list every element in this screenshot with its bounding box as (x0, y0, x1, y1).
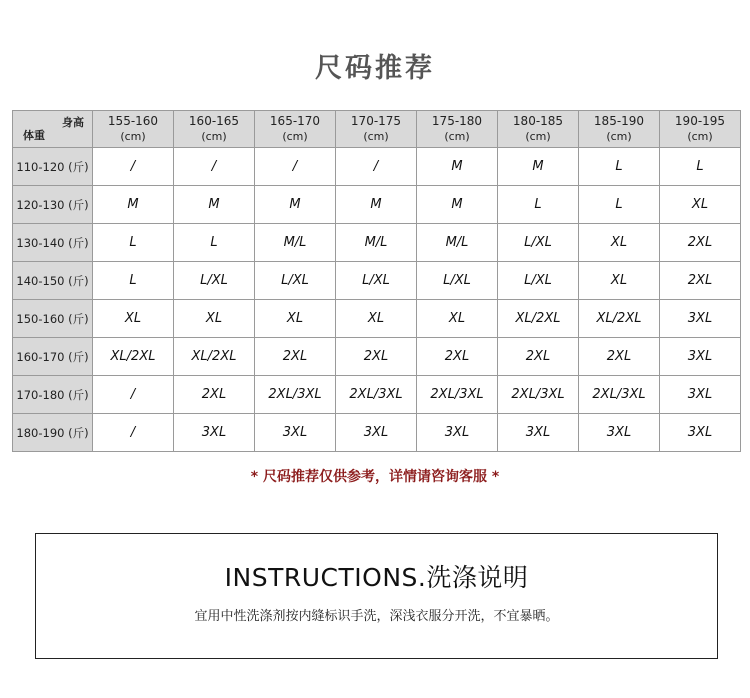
size-cell: XL (579, 262, 660, 300)
height-range: 165-170 (269, 114, 321, 128)
size-cell: M (255, 186, 336, 224)
weight-axis-label: 体重 (23, 129, 45, 142)
size-cell: XL (255, 300, 336, 338)
table-row (13, 338, 741, 376)
height-range: 185-190 (593, 114, 645, 128)
size-cell: L (579, 148, 660, 186)
size-cell: 3XL (579, 414, 660, 452)
size-cell: L/XL (498, 262, 579, 300)
size-cell: L/XL (174, 262, 255, 300)
size-cell: / (93, 414, 174, 452)
size-cell: 3XL (660, 300, 741, 338)
height-header (417, 111, 498, 148)
size-cell: L (174, 224, 255, 262)
size-cell: 2XL/3XL (255, 376, 336, 414)
size-cell: / (174, 148, 255, 186)
weight-label: 110-120 (斤) (13, 148, 93, 186)
size-cell: L (660, 148, 741, 186)
weight-label: 130-140 (斤) (13, 224, 93, 262)
size-cell: XL (174, 300, 255, 338)
height-unit: (cm) (525, 130, 551, 143)
size-cell: 2XL (579, 338, 660, 376)
size-cell: 2XL/3XL (336, 376, 417, 414)
size-disclaimer-note: * 尺码推荐仅供参考，详情请咨询客服 * (250, 469, 500, 485)
size-cell: / (255, 148, 336, 186)
size-cell: 3XL (498, 414, 579, 452)
size-cell: XL (93, 300, 174, 338)
height-axis-label: 身高 (62, 116, 84, 129)
size-cell: M/L (417, 224, 498, 262)
size-cell: 3XL (336, 414, 417, 452)
size-cell: L/XL (498, 224, 579, 262)
size-recommendation-table (12, 110, 741, 452)
size-cell: 3XL (660, 376, 741, 414)
size-cell: / (93, 376, 174, 414)
table-row (13, 186, 741, 224)
height-range: 180-185 (512, 114, 564, 128)
size-cell: 3XL (660, 414, 741, 452)
table-row (13, 262, 741, 300)
size-cell: M/L (336, 224, 417, 262)
size-cell: 2XL (660, 224, 741, 262)
size-cell: M (336, 186, 417, 224)
height-header (579, 111, 660, 148)
size-cell: M (498, 148, 579, 186)
size-cell: XL/2XL (174, 338, 255, 376)
page-title: 尺码推荐 (315, 53, 435, 84)
size-cell: 3XL (417, 414, 498, 452)
size-cell: 3XL (255, 414, 336, 452)
weight-label: 120-130 (斤) (13, 186, 93, 224)
size-cell: M (174, 186, 255, 224)
size-cell: 2XL/3XL (498, 376, 579, 414)
instructions-title: INSTRUCTIONS.洗涤说明 (224, 563, 529, 592)
height-header (174, 111, 255, 148)
size-cell: L (579, 186, 660, 224)
size-cell: XL/2XL (498, 300, 579, 338)
size-cell: / (93, 148, 174, 186)
size-cell: 2XL/3XL (579, 376, 660, 414)
height-header (660, 111, 741, 148)
weight-label: 180-190 (斤) (13, 414, 93, 452)
washing-instructions-box (35, 533, 718, 659)
height-unit: (cm) (120, 130, 146, 143)
size-cell: 2XL (174, 376, 255, 414)
size-cell: / (336, 148, 417, 186)
table-row (13, 224, 741, 262)
height-unit: (cm) (201, 130, 227, 143)
size-cell: 3XL (174, 414, 255, 452)
size-cell: L (93, 262, 174, 300)
height-range: 190-195 (674, 114, 726, 128)
size-cell: 3XL (660, 338, 741, 376)
table-corner-cell (13, 111, 93, 148)
height-unit: (cm) (282, 130, 308, 143)
table-header-row (13, 111, 741, 148)
size-cell: M (93, 186, 174, 224)
height-unit: (cm) (606, 130, 632, 143)
size-cell: XL/2XL (579, 300, 660, 338)
size-cell: XL/2XL (93, 338, 174, 376)
weight-label: 150-160 (斤) (13, 300, 93, 338)
size-cell: XL (417, 300, 498, 338)
size-cell: XL (336, 300, 417, 338)
weight-label: 160-170 (斤) (13, 338, 93, 376)
size-cell: L/XL (417, 262, 498, 300)
size-cell: L/XL (255, 262, 336, 300)
table-row (13, 300, 741, 338)
size-cell: 2XL (417, 338, 498, 376)
size-cell: M (417, 148, 498, 186)
height-unit: (cm) (444, 130, 470, 143)
size-cell: L/XL (336, 262, 417, 300)
weight-label: 140-150 (斤) (13, 262, 93, 300)
height-header (93, 111, 174, 148)
size-cell: M (417, 186, 498, 224)
height-range: 170-175 (350, 114, 402, 128)
instructions-text: 宜用中性洗涤剂按内缝标识手洗，深浅衣服分开洗，不宜暴晒。 (194, 609, 559, 624)
size-cell: 2XL (255, 338, 336, 376)
size-cell: XL (660, 186, 741, 224)
height-range: 175-180 (431, 114, 483, 128)
height-header (255, 111, 336, 148)
size-cell: 2XL (336, 338, 417, 376)
size-cell: 2XL (498, 338, 579, 376)
size-cell: 2XL/3XL (417, 376, 498, 414)
table-row (13, 148, 741, 186)
height-header (498, 111, 579, 148)
size-cell: L (93, 224, 174, 262)
height-range: 155-160 (107, 114, 159, 128)
size-cell: 2XL (660, 262, 741, 300)
height-range: 160-165 (188, 114, 240, 128)
size-cell: M/L (255, 224, 336, 262)
table-row (13, 376, 741, 414)
size-cell: XL (579, 224, 660, 262)
table-row (13, 414, 741, 452)
size-cell: L (498, 186, 579, 224)
weight-label: 170-180 (斤) (13, 376, 93, 414)
height-header (336, 111, 417, 148)
height-unit: (cm) (363, 130, 389, 143)
height-unit: (cm) (687, 130, 713, 143)
